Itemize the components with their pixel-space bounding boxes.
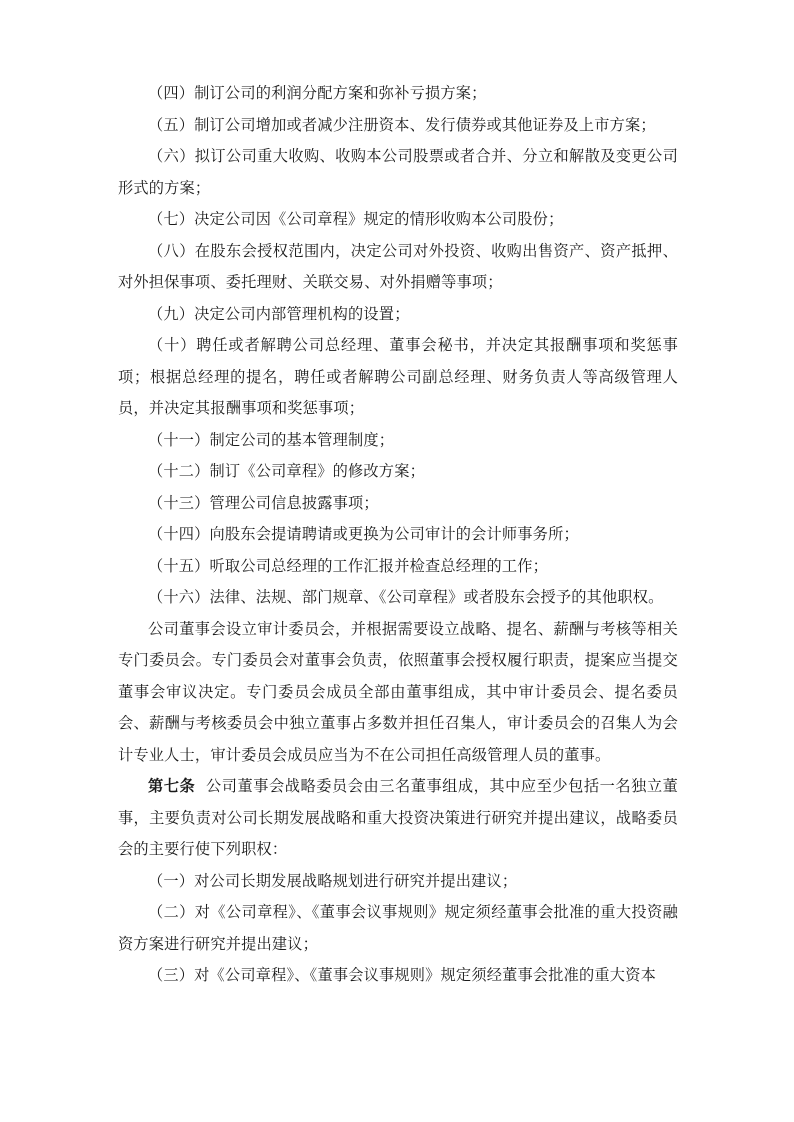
paragraph-item-13: （十三）管理公司信息披露事项； — [148, 493, 379, 512]
paragraph-item-12: （十二）制订《公司章程》的修改方案； — [148, 462, 425, 480]
paragraph-item-9: （九）决定公司内部管理机构的设置； — [148, 304, 410, 323]
paragraph-item-4: （四）制订公司的利润分配方案和弥补亏损方案； — [148, 84, 487, 102]
paragraph-art7-item-1: （一）对公司长期发展战略规划进行研究并提出建议； — [148, 871, 518, 890]
article-seven-label: 第七条 — [148, 777, 196, 795]
paragraph-item-6: （六）拟订公司重大收购、收购本公司股票或者合并、分立和解散及变更公司形式的方案； — [118, 147, 678, 197]
paragraph-item-16: （十六）法律、法规、部门规章、《公司章程》或者股东会授予的其他职权。 — [148, 588, 664, 606]
paragraph-item-15: （十五）听取公司总经理的工作汇报并检查总经理的工作； — [148, 556, 549, 575]
paragraph-item-8: （八）在股东会授权范围内，决定公司对外投资、收购出售资产、资产抵押、对外担保事项、委托理财、关联交易、对外捐赠等事项； — [118, 241, 678, 291]
paragraph-item-10: （十）聘任或者解聘公司总经理、董事会秘书，并决定其报酬事项和奖惩事项；根据总经理的提名，聘任或者解聘公司副总经理、财务负责人等高级管理人员，并决定其报酬事项和奖惩事项； — [118, 336, 678, 417]
paragraph-item-14: （十四）向股东会提请聘请或更换为公司审计的会计师事务所； — [148, 525, 579, 543]
paragraph-committee: 公司董事会设立审计委员会，并根据需要设立战略、提名、薪酬与考核等相关专门委员会。专门委员会对董事会负责，依照董事会授权履行职责，提案应当提交董事会审议决定。专门委员会成员全部由董事组成，其中审计委员会、提名委员会、薪酬与考核委员会中独立董事占多数并担任召集人，审计委员会的召集人为会计专业人士，审计委员会成员应当为不在公司担任高级管理人员的董事。 — [118, 619, 678, 764]
paragraph-item-5: （五）制订公司增加或者减少注册资本、发行债券或其他证券及上市方案； — [148, 115, 656, 134]
article-seven-paragraph — [118, 771, 678, 866]
article-seven-text: 公司董事会战略委员会由三名董事组成，其中应至少包括一名独立董事，主要负责对公司长期发展战略和重大投资决策进行研究并提出建议，战略委员会的主要行使下列职权： — [118, 777, 678, 858]
paragraph-item-7: （七）决定公司因《公司章程》规定的情形收购本公司股份； — [148, 210, 564, 228]
article-seven-spacer — [195, 777, 206, 795]
paragraph-item-11: （十一）制定公司的基本管理制度； — [148, 430, 395, 449]
paragraph-art7-item-2: （二）对《公司章程》、《董事会议事规则》规定须经董事会批准的重大投资融资方案进行研究并提出建议； — [118, 903, 678, 953]
document-body — [118, 78, 678, 992]
paragraph-art7-item-3: （三）对《公司章程》、《董事会议事规则》规定须经董事会批准的重大资本 — [148, 966, 656, 984]
